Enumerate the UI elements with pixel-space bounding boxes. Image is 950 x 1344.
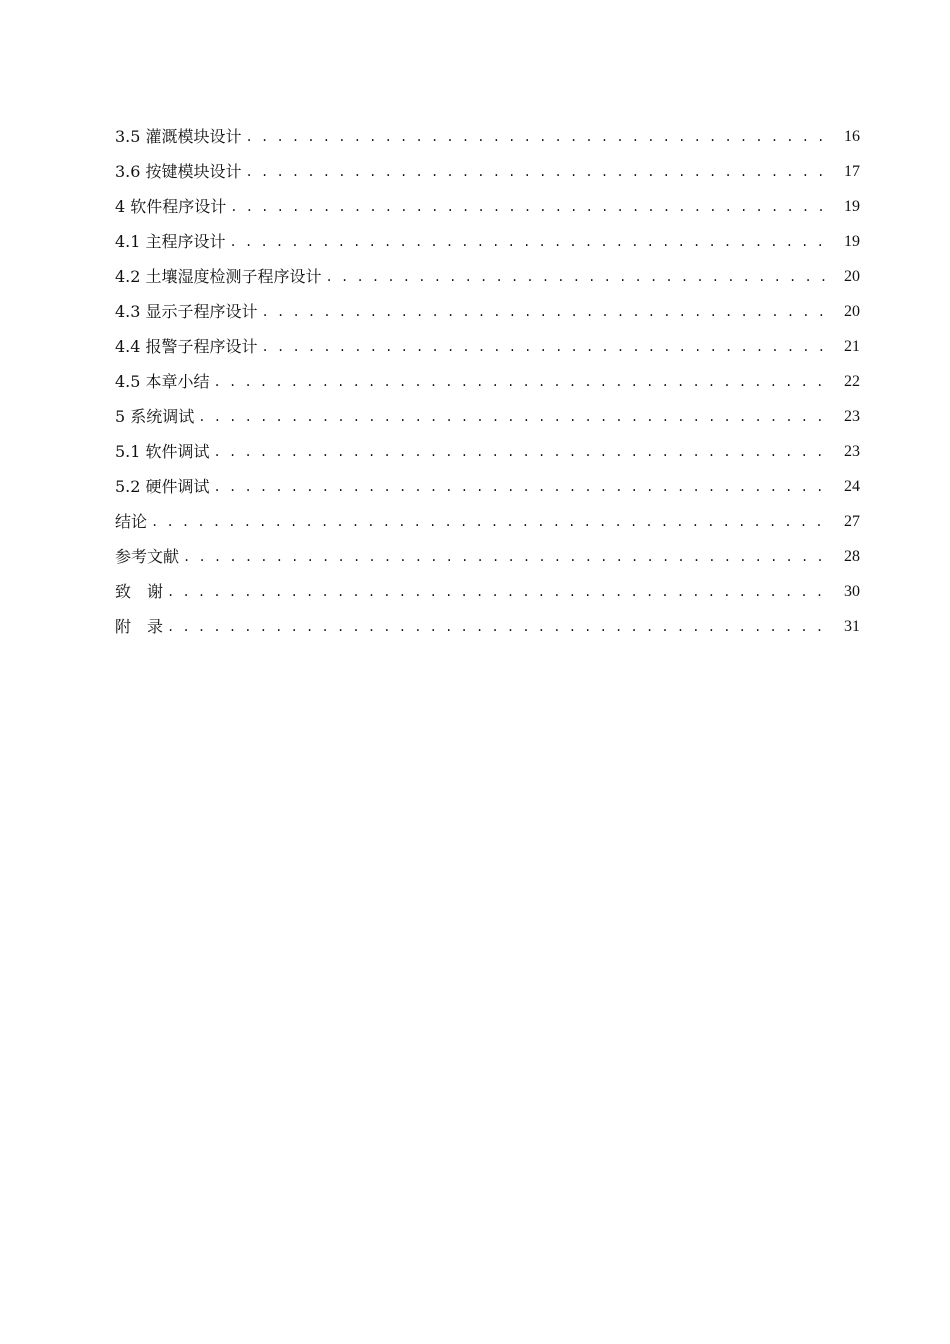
dot-leader <box>214 477 826 497</box>
dot-leader <box>262 302 826 322</box>
dot-leader <box>326 267 826 287</box>
toc-entry[interactable] <box>115 567 860 602</box>
toc-entry[interactable] <box>115 112 860 147</box>
toc-entry-page: 17 <box>844 163 860 180</box>
dot-leader <box>230 232 826 252</box>
toc-entry[interactable] <box>115 532 860 567</box>
toc-entry[interactable] <box>115 217 860 252</box>
dot-leader <box>246 162 826 182</box>
dot-leader <box>167 617 826 637</box>
toc-entry-page: 23 <box>844 443 860 460</box>
dot-leader <box>214 372 826 392</box>
toc-entry[interactable] <box>115 147 860 182</box>
toc-entry-title: 5.1 软件调试 <box>115 442 210 461</box>
dot-leader <box>167 582 826 602</box>
toc-entry-page: 20 <box>844 303 860 320</box>
toc-entry-title: 4 软件程序设计 <box>115 197 227 216</box>
toc-entry-page: 23 <box>844 408 860 425</box>
toc-entry[interactable] <box>115 602 860 637</box>
toc-entry-title: 附 录 <box>115 617 164 636</box>
toc-entry-title: 3.6 按键模块设计 <box>115 162 242 181</box>
toc-entry-title: 4.5 本章小结 <box>115 372 210 391</box>
toc-entry-page: 19 <box>844 233 860 250</box>
toc-entry[interactable] <box>115 497 860 532</box>
toc-entry[interactable] <box>115 392 860 427</box>
dot-leader <box>198 407 826 427</box>
toc-entry-page: 22 <box>844 373 860 390</box>
dot-leader <box>151 512 826 532</box>
toc-entry-page: 24 <box>844 478 860 495</box>
toc-entry[interactable] <box>115 462 860 497</box>
toc-entry-title: 4.3 显示子程序设计 <box>115 302 258 321</box>
toc-entry-title: 5.2 硬件调试 <box>115 477 210 496</box>
toc-entry-title: 结论 <box>115 512 148 531</box>
toc-entry[interactable] <box>115 357 860 392</box>
toc-entry-title: 致 谢 <box>115 582 164 601</box>
toc-entry[interactable] <box>115 287 860 322</box>
toc-entry-page: 28 <box>844 548 860 565</box>
dot-leader <box>183 547 826 567</box>
dot-leader <box>230 197 826 217</box>
toc-entry-title: 5 系统调试 <box>115 407 195 426</box>
toc-entry-page: 30 <box>844 583 860 600</box>
toc-entry-page: 19 <box>844 198 860 215</box>
toc-entry-title: 4.4 报警子程序设计 <box>115 337 258 356</box>
toc-entry-page: 31 <box>844 618 860 635</box>
toc-entry-page: 16 <box>844 128 860 145</box>
toc-entry-title: 4.2 土壤湿度检测子程序设计 <box>115 267 322 286</box>
toc-entry[interactable] <box>115 182 860 217</box>
toc-entry[interactable] <box>115 322 860 357</box>
toc-entry-title: 3.5 灌溉模块设计 <box>115 127 242 146</box>
toc-entry-page: 27 <box>844 513 860 530</box>
table-of-contents <box>115 112 860 637</box>
dot-leader <box>246 127 826 147</box>
toc-entry[interactable] <box>115 252 860 287</box>
toc-entry-title: 参考文献 <box>115 547 180 566</box>
toc-entry-page: 20 <box>844 268 860 285</box>
toc-entry-title: 4.1 主程序设计 <box>115 232 226 251</box>
toc-entry[interactable] <box>115 427 860 462</box>
dot-leader <box>262 337 826 357</box>
dot-leader <box>214 442 826 462</box>
toc-entry-page: 21 <box>844 338 860 355</box>
